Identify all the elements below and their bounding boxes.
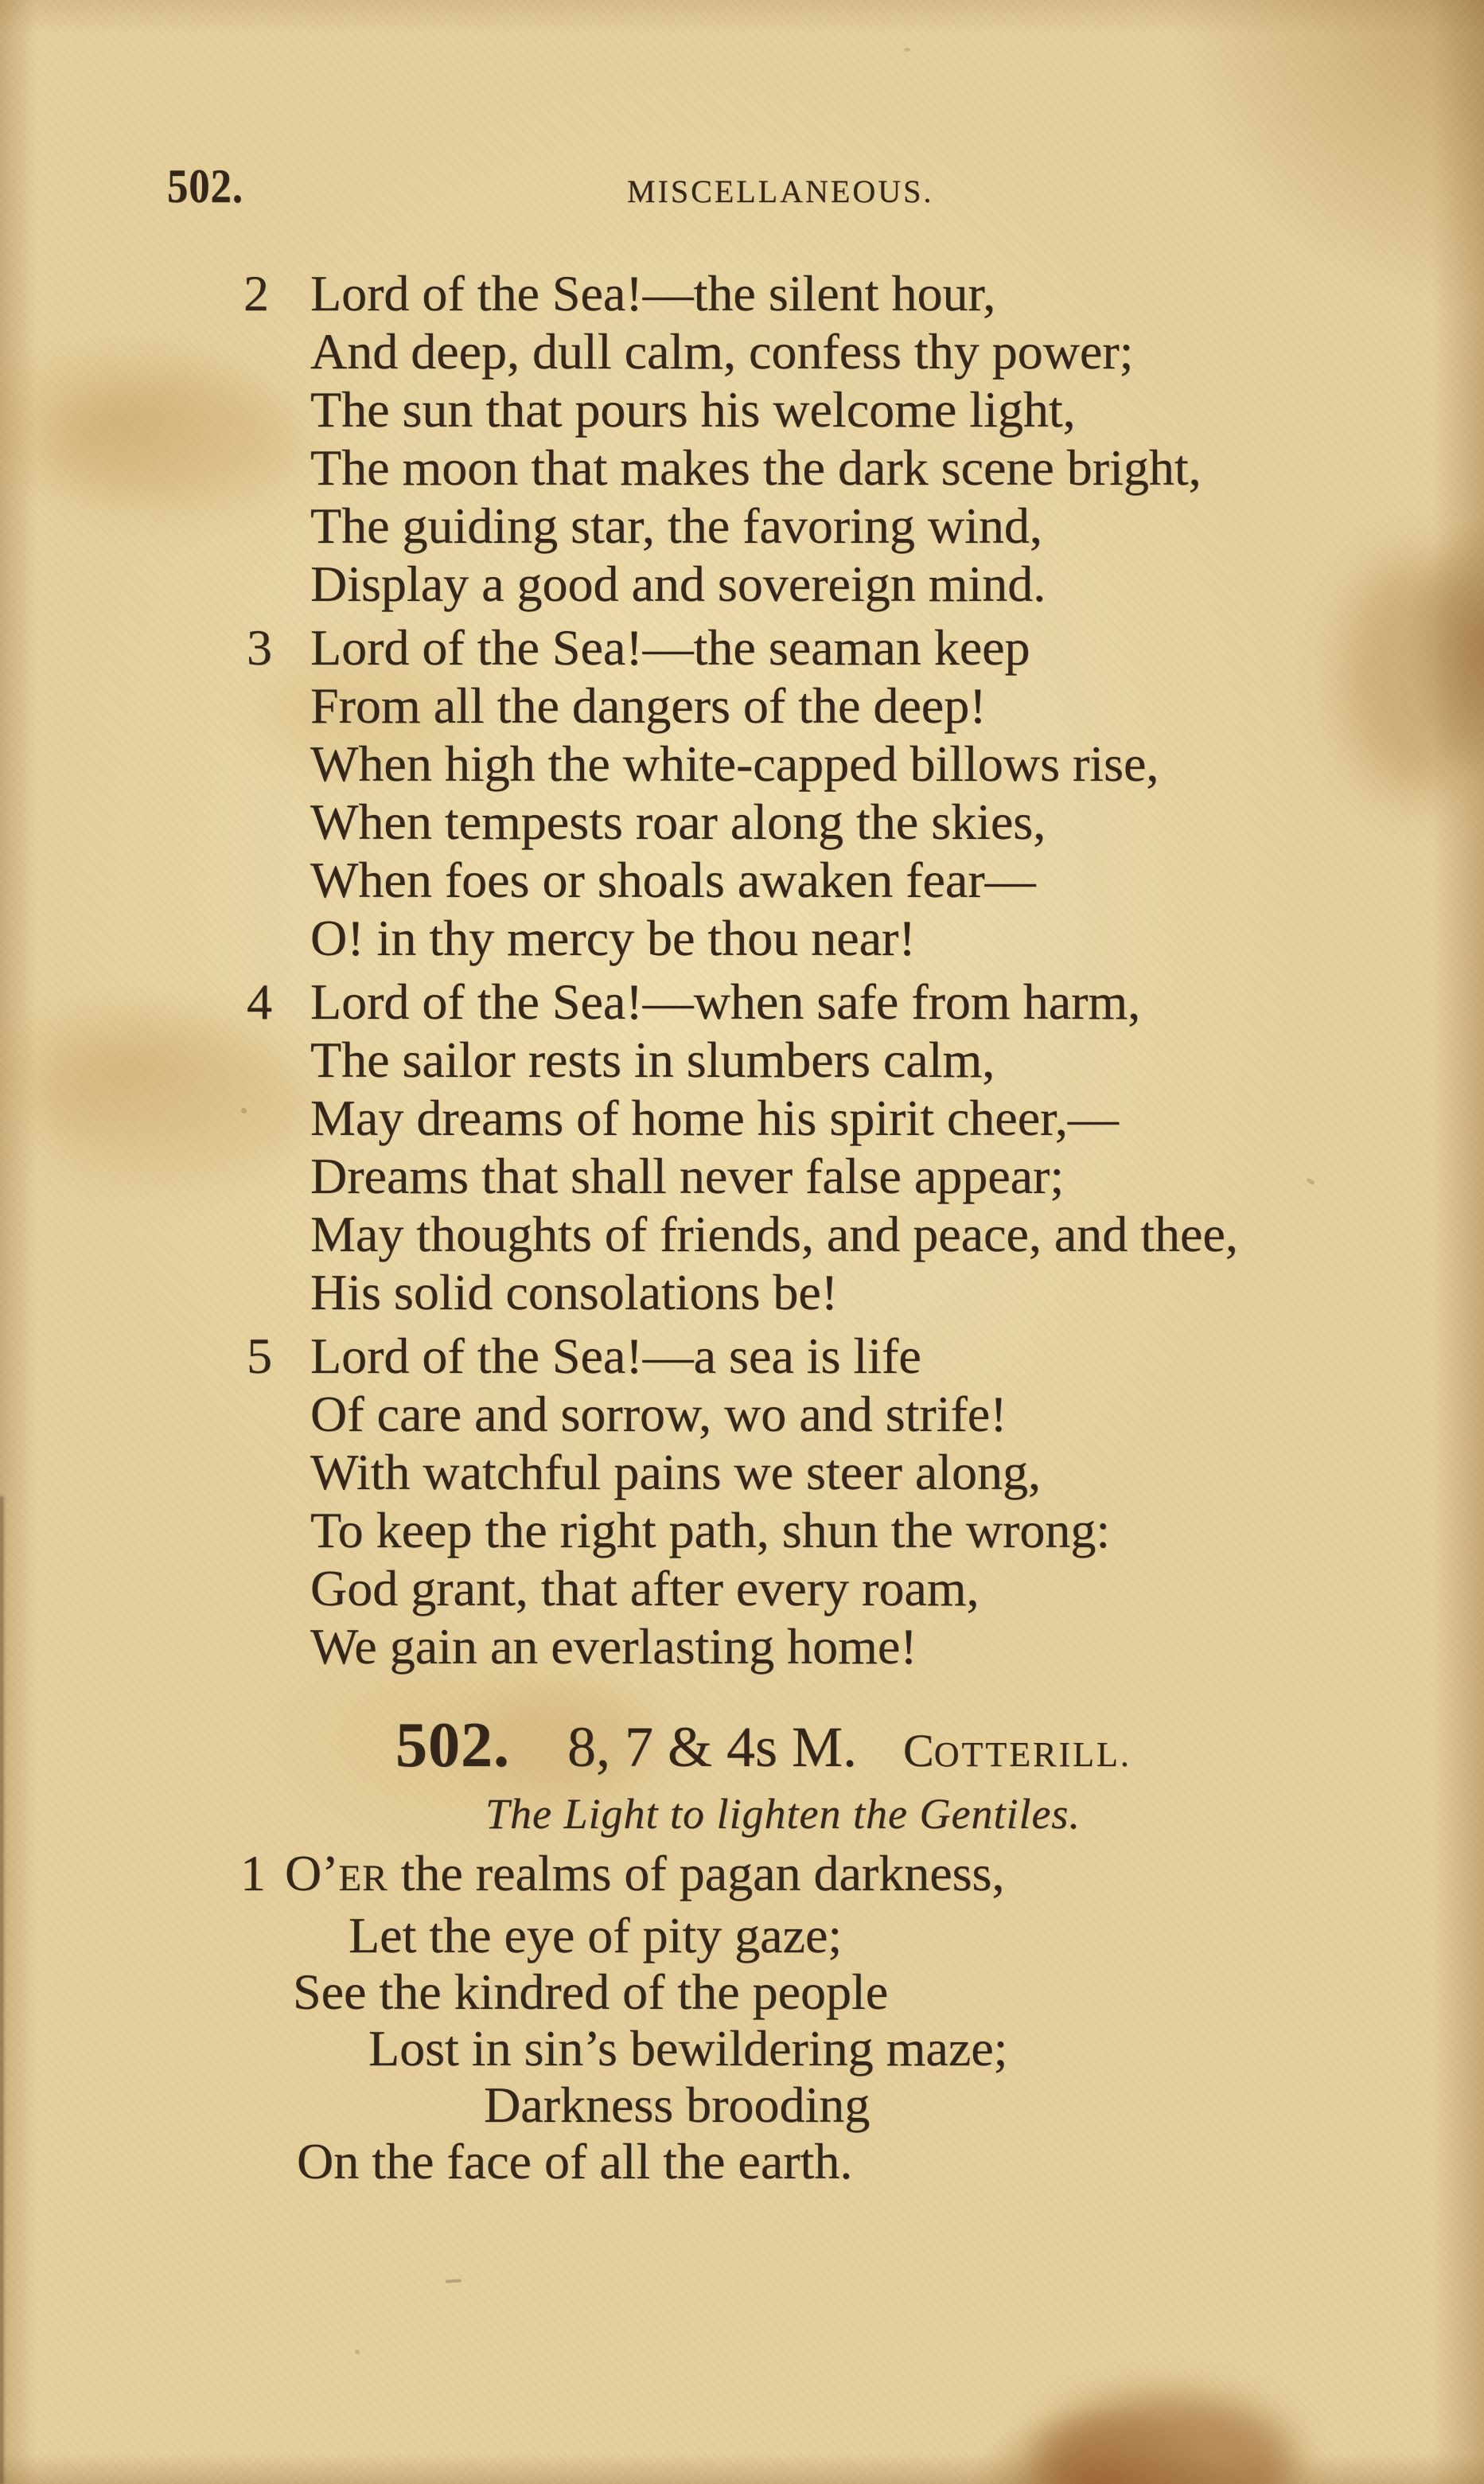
verse [247, 1327, 1440, 1675]
verse-line: When foes or shoals awaken fear— [310, 852, 1036, 908]
verse-line: O! in thy mercy be thou near! [310, 910, 916, 966]
verse-line: Dreams that shall never false appear; [310, 1148, 1065, 1204]
verse-line: The moon that makes the dark scene bright, [310, 439, 1202, 496]
hymn-subtitle: The Light to lighten the Gentiles. [485, 1790, 1081, 1838]
verse-line [285, 1845, 1007, 1907]
verse-line: Lord of the Sea!—the silent hour, [310, 265, 996, 322]
page-number: 502. [167, 160, 243, 213]
verse-line-smallcaps: ER [338, 1858, 388, 1899]
verse-line: Display a good and sovereign mind. [310, 556, 1046, 612]
verse-line: We gain an everlasting home! [310, 1618, 917, 1675]
running-head-section-title: MISCELLANEOUS. [627, 174, 934, 209]
paper-speck [904, 48, 910, 52]
verse-number: 5 [247, 1328, 272, 1384]
verse-line-lead: O’ [285, 1845, 339, 1901]
hymn-author [903, 1724, 1132, 1777]
hymn-meter: 8, 7 & 4s M. [567, 1715, 858, 1779]
verse-line: When tempests roar along the skies, [310, 794, 1046, 850]
hymn-number: 502. [395, 1710, 510, 1780]
verse-line: The sailor rests in slumbers calm, [310, 1031, 995, 1088]
hymn-author-initial: C [903, 1725, 934, 1776]
verse-number: 4 [247, 973, 272, 1030]
verse-line: The guiding star, the favoring wind, [310, 497, 1042, 554]
verse [240, 1845, 1008, 2190]
verse-line: See the kindred of the people [293, 1963, 889, 2020]
verse-line: God grant, that after every roam, [310, 1560, 980, 1616]
page-edge-shadow [0, 1496, 6, 2484]
verse-line: May thoughts of friends, and peace, and thee, [310, 1206, 1238, 1262]
paper-stain [48, 374, 302, 509]
verse [247, 973, 1440, 1321]
verse-line: Darkness brooding [484, 2076, 871, 2133]
verse-line: Lord of the Sea!—a sea is life [310, 1328, 921, 1384]
verse-line: The sun that pours his welcome light, [310, 381, 1076, 438]
paper-speck [241, 1108, 247, 1113]
paper-speck [355, 2349, 360, 2354]
verse-line: To keep the right path, shun the wrong: [310, 1502, 1111, 1558]
verse [243, 264, 1440, 613]
verse-line: And deep, dull calm, confess thy power; [310, 323, 1134, 380]
verse-number: 3 [247, 619, 272, 676]
verse-line: Lord of the Sea!—when safe from harm, [310, 973, 1141, 1030]
verse-line: With watchful pains we steer along, [310, 1444, 1042, 1500]
verse-line: May dreams of home his spirit cheer,— [310, 1090, 1119, 1146]
verse-line: On the face of all the earth. [297, 2133, 853, 2190]
paper-speck [446, 2279, 462, 2283]
verse-line-rest: the realms of pagan darkness, [388, 1845, 1005, 1901]
verse-number: 2 [243, 265, 269, 322]
verse-number: 1 [240, 1845, 266, 1901]
hymn-heading [395, 1710, 1132, 1782]
verse-line: When high the white-capped billows rise, [310, 735, 1159, 792]
paper-stain [32, 1027, 318, 1178]
verse-line: Lost in sin’s bewildering maze; [368, 2020, 1008, 2076]
hymn-author-rest: OTTERILL. [933, 1735, 1132, 1774]
paper-stain-corner [1034, 2396, 1297, 2484]
verse-line: Lord of the Sea!—the seaman keep [310, 619, 1030, 676]
verse-line: His solid consolations be! [310, 1264, 839, 1320]
verse-line: Of care and sorrow, wo and strife! [310, 1386, 1007, 1442]
verse-line: Let the eye of pity gaze; [349, 1907, 843, 1963]
verse [247, 618, 1440, 967]
verse-line: From all the dangers of the deep! [310, 677, 987, 734]
